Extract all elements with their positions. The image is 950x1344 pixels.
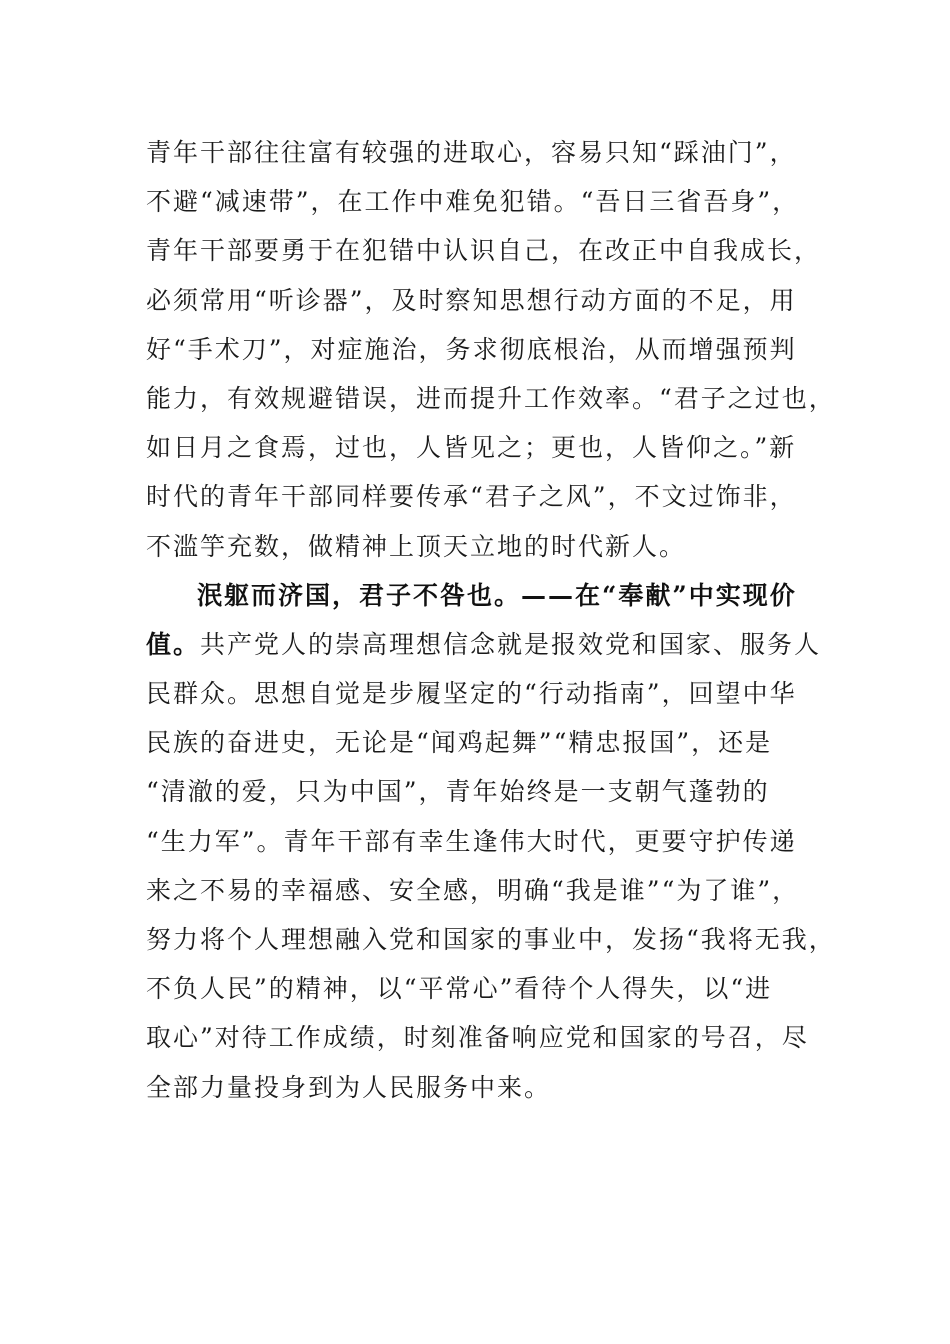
paragraph-1-line: 不避“减速带”，在工作中难免犯错。“吾日三省吾身”， bbox=[146, 187, 800, 217]
paragraph-2-line bbox=[146, 620, 822, 669]
paragraph-2-line: 全部力量投身到为人民服务中来。 bbox=[146, 1072, 552, 1102]
paragraph-2-line: 来之不易的幸福感、安全感，明确“我是谁”“为了谁”， bbox=[146, 875, 800, 905]
paragraph-2-line: “清澈的爱，只为中国”，青年始终是一支朝气蓬勃的 bbox=[146, 777, 770, 807]
paragraph-2-line: 民群众。思想自觉是步履坚定的“行动指南”，回望中华 bbox=[146, 679, 797, 709]
paragraph-1-line: 能力，有效规避错误，进而提升工作效率。“君子之过也， bbox=[146, 383, 836, 413]
paragraph-2-line: 取心”对待工作成绩，时刻准备响应党和国家的号召，尽 bbox=[146, 1023, 809, 1053]
paragraph-2-line: “生力军”。青年干部有幸生逢伟大时代，更要守护传递 bbox=[146, 826, 797, 856]
paragraph-1-line: 不滥竽充数，做精神上顶天立地的时代新人。 bbox=[146, 531, 687, 561]
paragraph-1-line: 青年干部往往富有较强的进取心，容易只知“踩油门”， bbox=[146, 138, 797, 167]
paragraph-2-line: 民族的奋进史，无论是“闻鸡起舞”“精忠报国”，还是 bbox=[146, 728, 773, 758]
paragraph-2-line: 努力将个人理想融入党和国家的事业中，发扬“我将无我， bbox=[146, 925, 836, 954]
body-text bbox=[146, 128, 836, 1112]
paragraph-2-heading: 泯躯而济国，君子不咎也。——在“奉献”中实现价 bbox=[197, 580, 797, 610]
paragraph-1-line: 时代的青年干部同样要传承“君子之风”，不文过饰非， bbox=[146, 482, 797, 512]
paragraph-1-line: 青年干部要勇于在犯错中认识自己，在改正中自我成长， bbox=[146, 236, 822, 266]
paragraph-2-heading-end: 值。 bbox=[146, 629, 201, 659]
paragraph-2-line-text: 共产党人的崇高理想信念就是报效党和国家、服务人 bbox=[200, 629, 822, 659]
paragraph-1-line: 如日月之食焉，过也，人皆见之；更也，人皆仰之。”新 bbox=[146, 433, 797, 463]
paragraph-1-line: 好“手术刀”，对症施治，务求彻底根治，从而增强预判 bbox=[146, 334, 797, 364]
paragraph-2-line: 不负人民”的精神，以“平常心”看待个人得失，以“进 bbox=[146, 974, 773, 1004]
paragraph-1-line: 必须常用“听诊器”，及时察知思想行动方面的不足，用 bbox=[146, 285, 797, 315]
